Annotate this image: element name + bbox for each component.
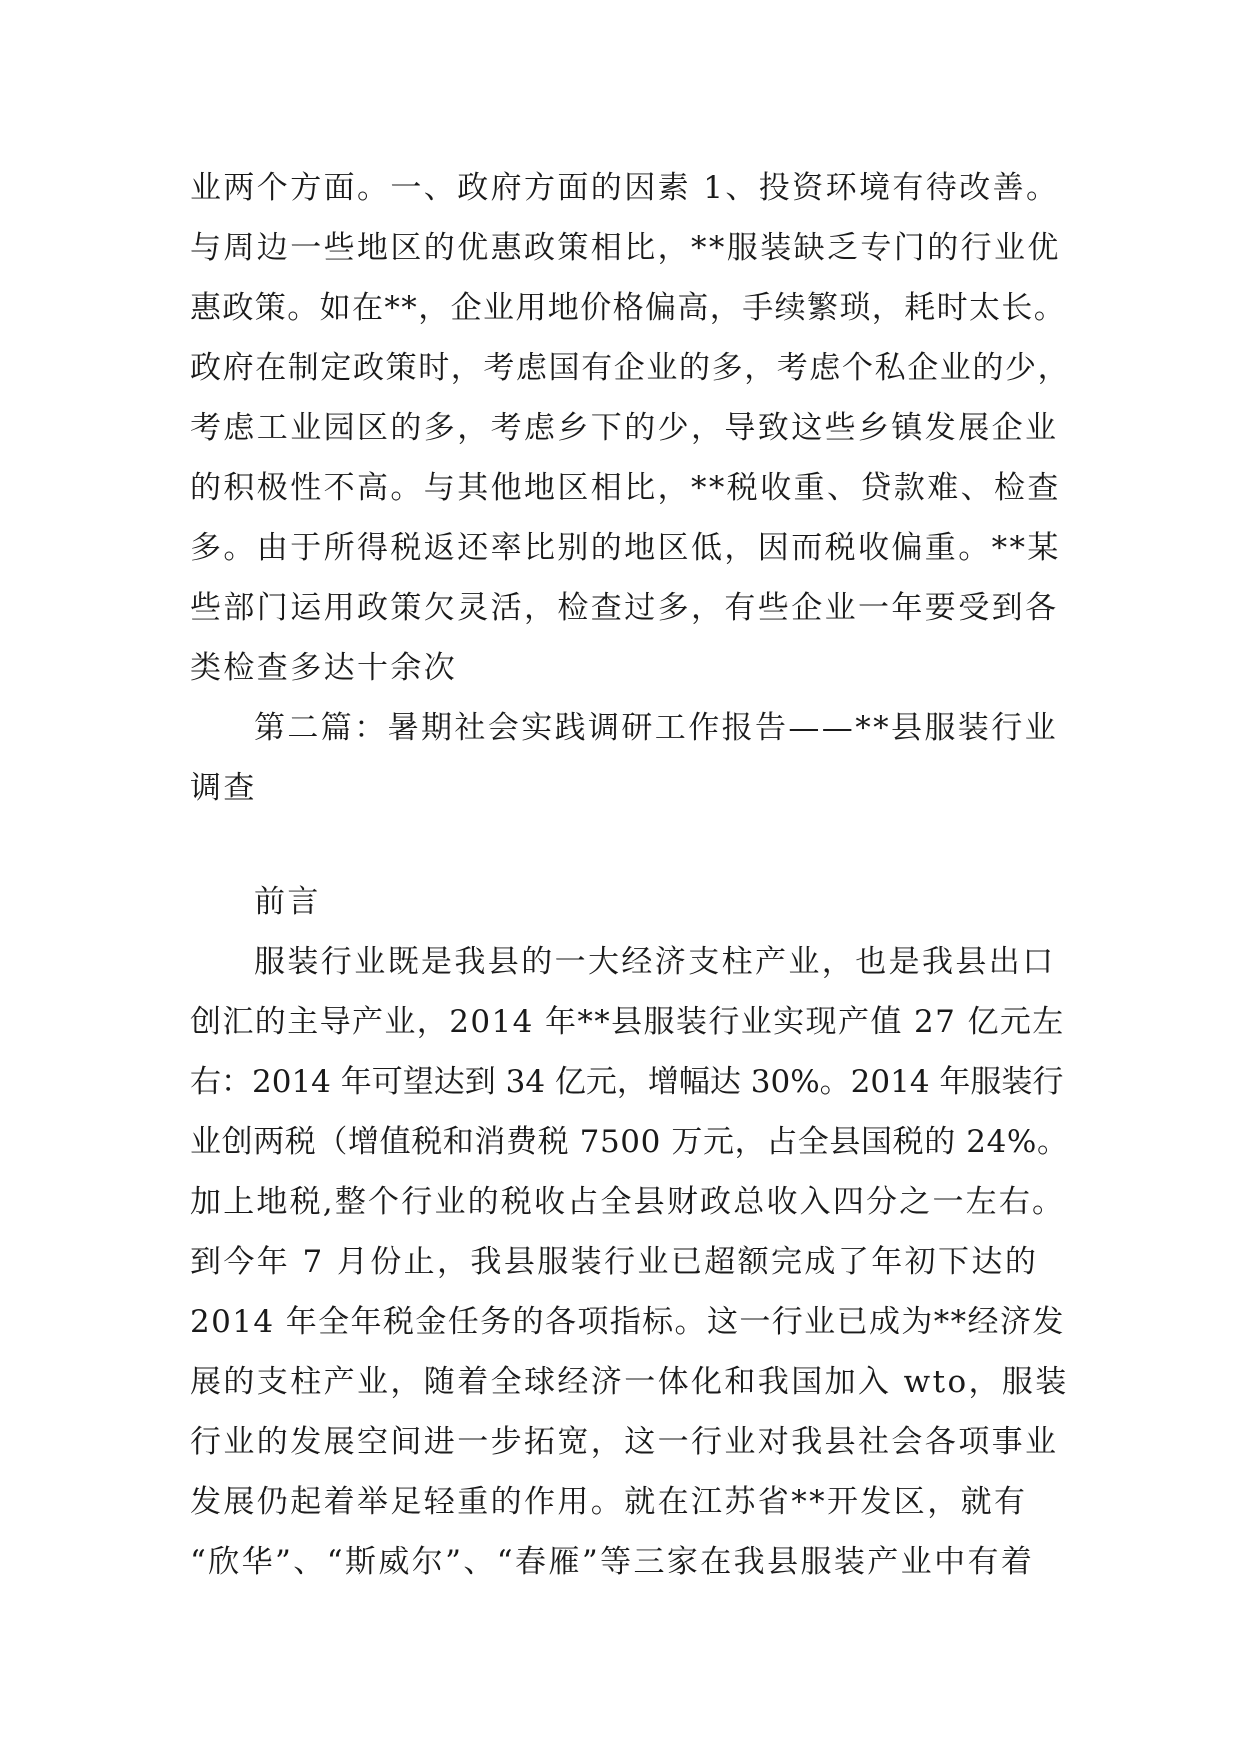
paragraph-line: 行业的发展空间进一步拓宽，这一行业对我县社会各项事业 [190,1424,1059,1460]
section-title-line: 第二篇：暑期社会实践调研工作报告——**县服装行业 [254,710,1058,746]
section-title-line: 调查 [190,770,257,806]
paragraph-line: 考虑工业园区的多，考虑乡下的少，导致这些乡镇发展企业 [190,410,1059,446]
paragraph-line: 业创两税（增值税和消费税 7500 万元，占全县国税的 24%。 [190,1124,1069,1160]
paragraph-line: 业两个方面。一、政府方面的因素 1、投资环境有待改善。 [190,170,1060,206]
paragraph-line: 展的支柱产业，随着全球经济一体化和我国加入 wto，服装 [190,1364,1069,1400]
paragraph-line: 的积极性不高。与其他地区相比，**税收重、贷款难、检查 [190,470,1061,506]
paragraph-line: 惠政策。如在**，企业用地价格偏高，手续繁琐，耗时太长。 [190,290,1067,326]
paragraph-line: 发展仍起着举足轻重的作用。就在江苏省**开发区，就有 [190,1484,1028,1520]
paragraph-line: 类检查多达十余次 [190,650,458,686]
paragraph-line: 到今年 7 月份止，我县服装行业已超额完成了年初下达的 [190,1244,1039,1280]
paragraph-line: 多。由于所得税返还率比别的地区低，因而税收偏重。**某 [190,530,1061,566]
paragraph-line: 创汇的主导产业，2014 年**县服装行业实现产值 27 亿元左 [190,1004,1065,1040]
paragraph-line: 2014 年全年税金任务的各项指标。这一行业已成为**经济发 [190,1304,1065,1340]
paragraph-line: “欣华”、“斯威尔”、“春雁”等三家在我县服装产业中有着 [190,1544,1035,1580]
paragraph-line: 右：2014 年可望达到 34 亿元，增幅达 30%。2014 年服装行 [190,1064,1064,1100]
paragraph-line: 服装行业既是我县的一大经济支柱产业，也是我县出口 [254,944,1056,980]
heading-preface: 前言 [254,884,321,920]
paragraph-line: 些部门运用政策欠灵活，检查过多，有些企业一年要受到各 [190,590,1059,626]
paragraph-line: 与周边一些地区的优惠政策相比，**服装缺乏专门的行业优 [190,230,1061,266]
paragraph-line: 加上地税,整个行业的税收占全县财政总收入四分之一左右。 [190,1184,1066,1220]
paragraph-line: 政府在制定政策时，考虑国有企业的多，考虑个私企业的少， [190,350,1071,386]
